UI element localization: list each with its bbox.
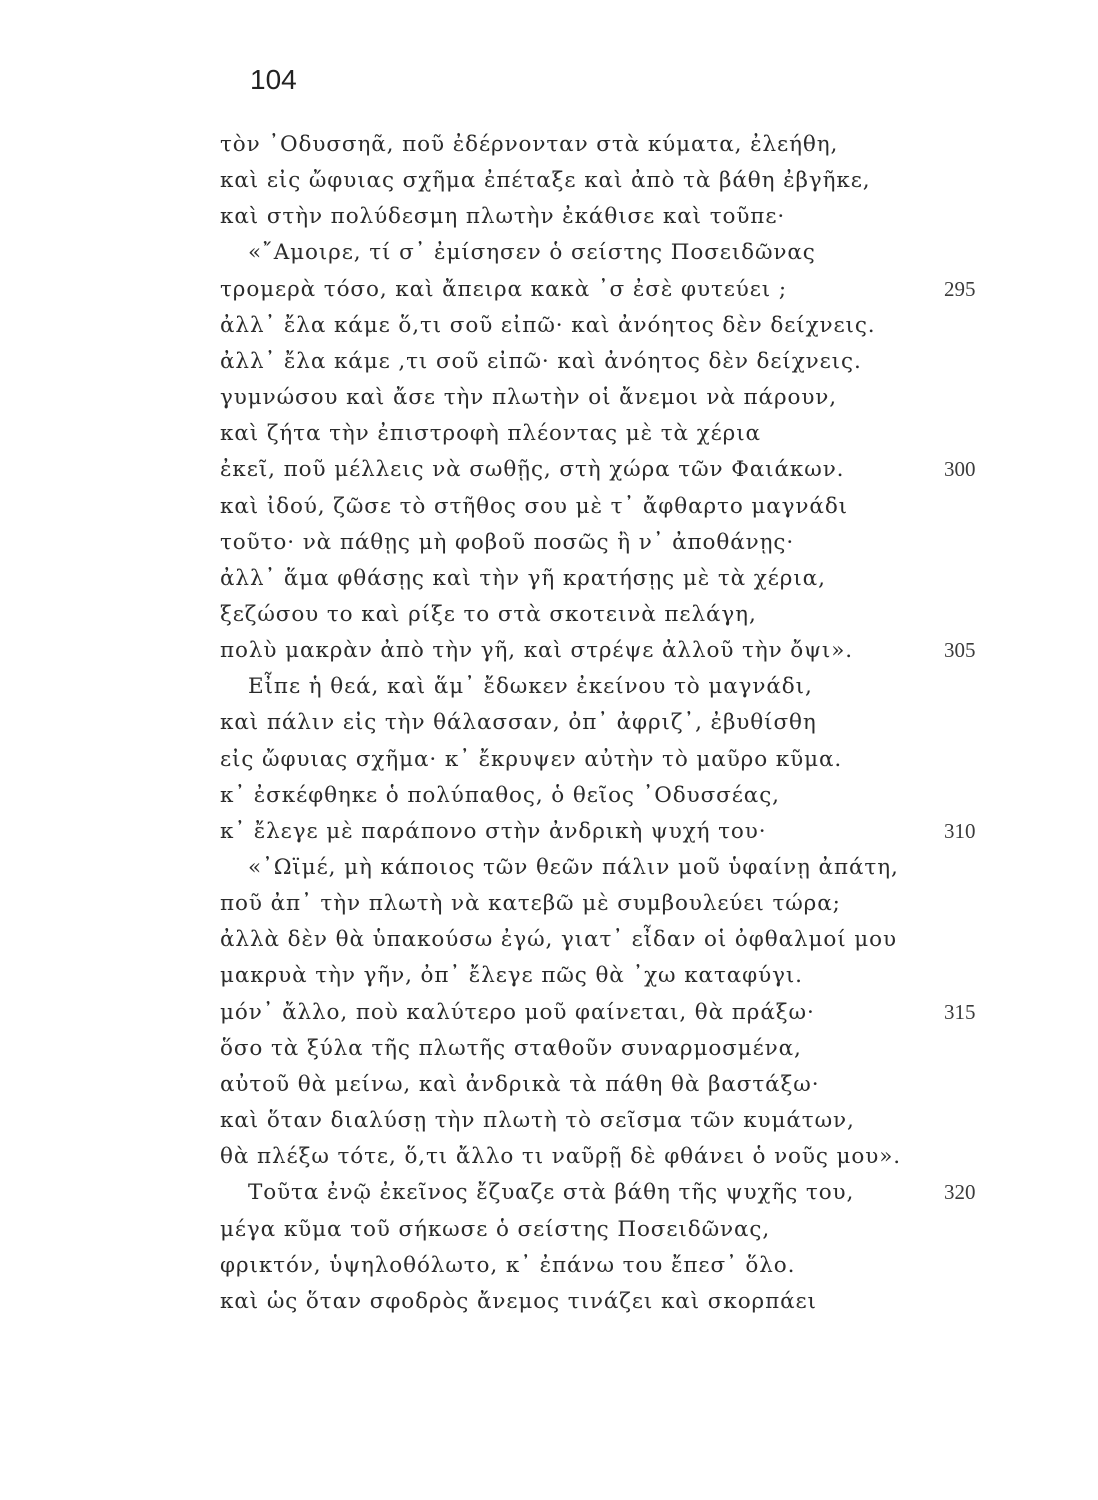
verse-number: 305 bbox=[944, 638, 976, 663]
verse-line: ποῦ ἀπ᾿ τὴν πλωτὴ νὰ κατεβῶ μὲ συμβουλεύει τώρα; bbox=[220, 891, 841, 917]
verse-line: ἀλλ᾿ ἅμα φθάσῃς καὶ τὴν γῆ κρατήσῃς μὲ τὰ χέρια, bbox=[220, 565, 826, 591]
page-number: 104 bbox=[250, 64, 297, 95]
verse-number: 295 bbox=[944, 276, 976, 301]
verse-line: ἀλλ᾿ ἔλα κάμε ὅ,τι σοῦ εἰπῶ· καὶ ἀνόητος δὲν δείχνεις. bbox=[220, 312, 876, 338]
verse-line: ἀλλ᾿ ἔλα κάμε ,τι σοῦ εἰπῶ· καὶ ἀνόητος δὲν δείχνεις. bbox=[220, 348, 862, 374]
verse-line: τὸν ᾿Οδυσσηᾶ, ποῦ ἐδέρνονταν στὰ κύματα, ἐλεήθη, bbox=[220, 132, 839, 157]
verse-line: καὶ ὡς ὅταν σφοδρὸς ἄνεμος τινάζει καὶ σκορπάει bbox=[220, 1288, 817, 1314]
verse-line: «῎Αμοιρε, τί σ᾿ ἐμίσησεν ὁ σείστης Ποσειδῶνας bbox=[248, 240, 816, 266]
verse-line: ἐκεῖ, ποῦ μέλλεις νὰ σωθῇς, στὴ χώρα τῶν Φαιάκων. bbox=[220, 457, 845, 483]
verse-line: κ᾿ ἔλεγε μὲ παράπονο στὴν ἀνδρικὴ ψυχή του· bbox=[220, 818, 767, 844]
verse-line: μέγα κῦμα τοῦ σήκωσε ὁ σείστης Ποσειδῶνας, bbox=[220, 1216, 771, 1242]
verse-line: καὶ ζήτα τὴν ἐπιστροφὴ πλέοντας μὲ τὰ χέρια bbox=[220, 421, 761, 447]
verse-line: ξεζώσου το καὶ ρίξε το στὰ σκοτεινὰ πελάγη, bbox=[220, 601, 757, 627]
verse-line: καὶ στὴν πολύδεσμη πλωτὴν ἐκάθισε καὶ τοῦπε· bbox=[220, 204, 786, 230]
verse-number: 300 bbox=[944, 457, 976, 482]
verse-line: πολὺ μακρὰν ἀπὸ τὴν γῆ, καὶ στρέψε ἀλλοῦ τὴν ὄψι». bbox=[220, 638, 854, 664]
verse-line: εἰς ὤφυιας σχῆμα· κ᾿ ἔκρυψεν αὐτὴν τὸ μαῦρο κῦμα. bbox=[220, 746, 843, 772]
verse-line: Εἶπε ἡ θεά, καὶ ἅμ᾿ ἔδωκεν ἐκείνου τὸ μαγνάδι, bbox=[248, 674, 813, 700]
verse-line: γυμνώσου καὶ ἄσε τὴν πλωτὴν οἱ ἄνεμοι νὰ πάρουν, bbox=[220, 385, 838, 411]
verse-number: 310 bbox=[944, 818, 976, 843]
verse-line: μακρυὰ τὴν γῆν, ὀπ᾿ ἔλεγε πῶς θὰ ᾿χω καταφύγι. bbox=[220, 963, 803, 989]
verse-line: ἀλλὰ δὲν θὰ ὑπακούσω ἐγώ, γιατ᾿ εἶδαν οἱ ὀφθαλμοί μου bbox=[220, 927, 897, 953]
verse-line: «᾿Ωϊμέ, μὴ κάποιος τῶν θεῶν πάλιν μοῦ ὑφαίνῃ ἀπάτη, bbox=[248, 855, 899, 880]
verse-line: καὶ ἰδού, ζῶσε τὸ στῆθος σου μὲ τ᾿ ἄφθαρτο μαγνάδι bbox=[220, 493, 848, 519]
verse-number: 315 bbox=[944, 999, 976, 1024]
verse-line: καὶ εἰς ὤφυιας σχῆμα ἐπέταξε καὶ ἀπὸ τὰ βάθη ἐβγῆκε, bbox=[220, 168, 871, 194]
verse-line: μόν᾿ ἄλλο, ποὺ καλύτερο μοῦ φαίνεται, θὰ πράξω· bbox=[220, 999, 815, 1025]
verse-line: αὐτοῦ θὰ μείνω, καὶ ἀνδρικὰ τὰ πάθη θὰ βαστάξω· bbox=[220, 1071, 820, 1097]
verse-line: τρομερὰ τόσο, καὶ ἄπειρα κακὰ ᾿σ ἐσὲ φυτεύει ; bbox=[220, 276, 788, 302]
verse-line: θὰ πλέξω τότε, ὅ,τι ἄλλο τι ναῦρῇ δὲ φθάνει ὁ νοῦς μου». bbox=[220, 1144, 902, 1170]
verse-line: ὅσο τὰ ξύλα τῆς πλωτῆς σταθοῦν συναρμοσμένα, bbox=[220, 1035, 802, 1061]
verse-line: καὶ ὅταν διαλύσῃ τὴν πλωτὴ τὸ σεῖσμα τῶν κυμάτων, bbox=[220, 1108, 855, 1134]
verse-line: τοῦτο· νὰ πάθῃς μὴ φοβοῦ ποσῶς ἢ ν᾿ ἀποθάνῃς· bbox=[220, 529, 795, 555]
verse-line: κ᾿ ἐσκέφθηκε ὁ πολύπαθος, ὁ θεῖος ᾿Οδυσσέας, bbox=[220, 782, 780, 808]
verse-line: καὶ πάλιν εἰς τὴν θάλασσαν, ὀπ᾿ ἀφριζ᾿, ἐβυθίσθη bbox=[220, 710, 817, 736]
verse-number: 320 bbox=[944, 1180, 976, 1205]
verse-line: φρικτόν, ὑψηλοθόλωτο, κ᾿ ἐπάνω του ἔπεσ᾿ ὅλο. bbox=[220, 1252, 796, 1278]
verse-line: Τοῦτα ἐνῷ ἐκεῖνος ἔζυαζε στὰ βάθη τῆς ψυχῆς του, bbox=[248, 1180, 855, 1206]
